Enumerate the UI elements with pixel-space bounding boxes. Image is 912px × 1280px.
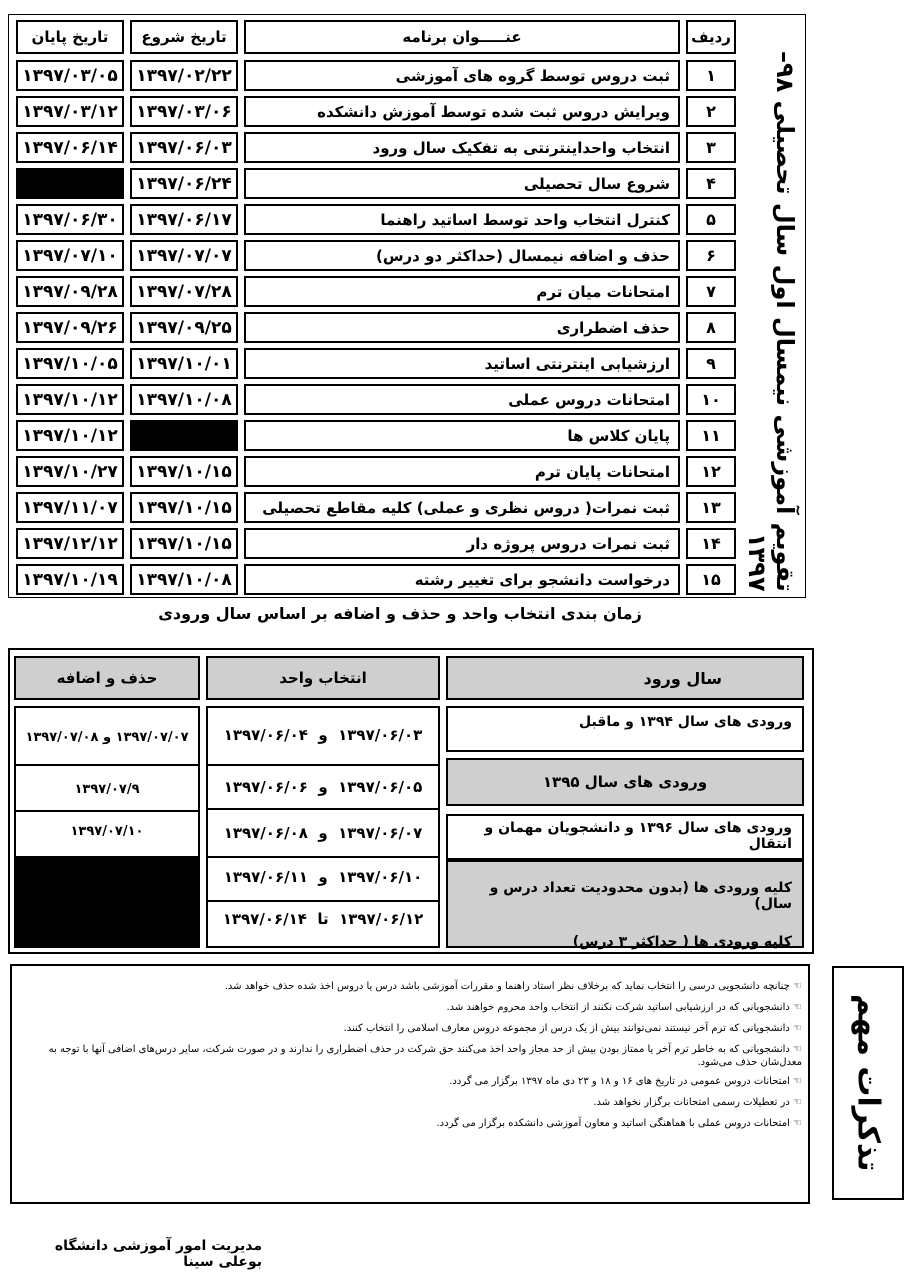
calendar-row-end: ۱۳۹۷/۱۲/۱۲: [16, 528, 124, 559]
schedule-adddrop-divider: [14, 764, 200, 766]
schedule-adddrop-value: ۱۳۹۷/۰۷/۹: [74, 782, 140, 797]
calendar-row-title: امتحانات پایان ترم: [244, 456, 680, 487]
calendar-row-title: درخواست دانشجو برای تغییر رشته: [244, 564, 680, 595]
calendar-row-end: ۱۳۹۷/۰۳/۰۵: [16, 60, 124, 91]
calendar-row-end: ۱۳۹۷/۱۰/۱۹: [16, 564, 124, 595]
calendar-row-number: ۱۱: [686, 420, 736, 451]
calendar-row-start: ۱۳۹۷/۱۰/۰۸: [130, 384, 238, 415]
note-text: دانشجویانی که در ارزشیابی اساتید شرکت نکنند از انتخاب واحد محروم خواهند شد.: [446, 1002, 790, 1013]
notes-list: [18, 974, 802, 1196]
footer-signature: مدیریت امور آموزشی دانشگاه بوعلی سینا: [54, 1238, 262, 1270]
calendar-row-number: ۱۵: [686, 564, 736, 595]
calendar-row-end: ۱۳۹۷/۱۰/۱۲: [16, 420, 124, 451]
calendar-row-title: حذف اضطراری: [244, 312, 680, 343]
schedule-header-select: انتخاب واحد: [206, 656, 440, 700]
note-item: [18, 1075, 802, 1088]
calendar-title: تقویم آموزشی نیمسال اول سال تحصیلی ۹۸–۱۳۹۷: [743, 51, 799, 592]
note-item: [18, 1001, 802, 1014]
calendar-row-number: ۱۴: [686, 528, 736, 559]
calendar-row-end: ۱۳۹۷/۰۶/۱۴: [16, 132, 124, 163]
calendar-row-end: [16, 168, 124, 199]
calendar-row-title: انتخاب واحداینترنتی به تفکیک سال ورود: [244, 132, 680, 163]
schedule-adddrop-value: ۱۳۹۷/۰۷/۱۰: [70, 824, 144, 839]
calendar-row-number: ۹: [686, 348, 736, 379]
schedule-year-label: کلیه ورودی ها (بدون محدودیت تعداد درس و سال): [489, 880, 792, 912]
calendar-row-end: ۱۳۹۷/۰۷/۱۰: [16, 240, 124, 271]
pointing-hand-icon: ☜: [789, 981, 802, 992]
pointing-hand-icon: ☜: [789, 1023, 802, 1034]
schedule-year-label: کلیه ورودی ها ( حداکثر ۳ درس): [572, 934, 792, 950]
schedule-select-divider: [206, 808, 440, 810]
schedule-select-divider: [206, 900, 440, 902]
calendar-row-title: شروع سال تحصیلی: [244, 168, 680, 199]
note-text: چنانچه دانشجویی درسی را انتخاب نماید که برخلاف نظر استاد راهنما و مقررات آموزشی باشد درس یا دروس اخذ شده حذف خواهد شد.: [224, 981, 790, 992]
schedule-select-value: ۱۳۹۷/۰۶/۱۲ تا ۱۳۹۷/۰۶/۱۴: [222, 910, 424, 928]
calendar-row-start: ۱۳۹۷/۰۹/۲۵: [130, 312, 238, 343]
note-text: دانشجویانی که به خاطر ترم آخر یا ممتاز بودن بیش از حد مجاز واحد اخذ می‌کنند حق شرکت در حذف اضطراری را ندارند و در صورت شرکت، سایر درس‌های اضافی آنها با توجه به معدل‌شان حذف می‌شود.: [48, 1044, 802, 1068]
calendar-row-end: ۱۳۹۷/۱۰/۱۲: [16, 384, 124, 415]
note-text: امتحانات دروس عمومی در تاریخ های ۱۶ و ۱۸ و ۲۳ دی ماه ۱۳۹۷ برگزار می گردد.: [449, 1076, 790, 1087]
calendar-row-start: ۱۳۹۷/۱۰/۰۸: [130, 564, 238, 595]
calendar-row-start: ۱۳۹۷/۱۰/۰۱: [130, 348, 238, 379]
calendar-row-end: ۱۳۹۷/۰۶/۳۰: [16, 204, 124, 235]
calendar-row-start: ۱۳۹۷/۰۳/۰۶: [130, 96, 238, 127]
schedule-select-value: ۱۳۹۷/۰۶/۰۵ و ۱۳۹۷/۰۶/۰۶: [223, 778, 423, 796]
calendar-row-number: ۵: [686, 204, 736, 235]
schedule-year-4: [446, 860, 804, 948]
calendar-row-number: ۱۲: [686, 456, 736, 487]
calendar-row-start: ۱۳۹۷/۰۶/۰۳: [130, 132, 238, 163]
calendar-row-start: ۱۳۹۷/۰۷/۰۷: [130, 240, 238, 271]
note-text: در تعطیلات رسمی امتحانات برگزار نخواهد شد.: [593, 1097, 790, 1108]
note-text: دانشجویانی که ترم آخر نیستند نمی‌توانند بیش از یک درس از مجموعه دروس معارف اسلامی را انتخاب کنند.: [343, 1023, 790, 1034]
schedule-select-divider: [206, 856, 440, 858]
header-start-date: تاریخ شروع: [130, 20, 238, 54]
schedule-adddrop-divider: [14, 810, 200, 812]
schedule-year-2: [446, 758, 804, 806]
calendar-row-number: ۶: [686, 240, 736, 271]
calendar-row-number: ۱: [686, 60, 736, 91]
schedule-adddrop-value: ۱۳۹۷/۰۷/۰۷ و ۱۳۹۷/۰۷/۰۸: [25, 730, 189, 745]
calendar-row-number: ۷: [686, 276, 736, 307]
calendar-row-start: ۱۳۹۷/۱۰/۱۵: [130, 456, 238, 487]
calendar-row-number: ۱۳: [686, 492, 736, 523]
calendar-row-number: ۳: [686, 132, 736, 163]
calendar-row-title: ویرایش دروس ثبت شده توسط آموزش دانشکده: [244, 96, 680, 127]
calendar-row-start: ۱۳۹۷/۰۲/۲۲: [130, 60, 238, 91]
calendar-row-end: ۱۳۹۷/۱۱/۰۷: [16, 492, 124, 523]
calendar-row-number: ۲: [686, 96, 736, 127]
calendar-row-number: ۱۰: [686, 384, 736, 415]
calendar-row-start: ۱۳۹۷/۰۶/۱۷: [130, 204, 238, 235]
calendar-row-number: ۴: [686, 168, 736, 199]
note-item: [18, 1043, 802, 1069]
schedule-select-value: ۱۳۹۷/۰۶/۰۷ و ۱۳۹۷/۰۶/۰۸: [223, 824, 423, 842]
calendar-row-end: ۱۳۹۷/۰۳/۱۲: [16, 96, 124, 127]
calendar-row-title: کنترل انتخاب واحد توسط اساتید راهنما: [244, 204, 680, 235]
calendar-row-end: ۱۳۹۷/۱۰/۲۷: [16, 456, 124, 487]
schedule-year-label: ورودی های سال ۱۳۹۶ و دانشجویان مهمان و انتقال: [484, 820, 792, 852]
pointing-hand-icon: ☜: [789, 1118, 802, 1129]
schedule-adddrop-blank: [14, 856, 200, 948]
pointing-hand-icon: ☜: [789, 1002, 802, 1013]
schedule-heading: زمان بندی انتخاب واحد و حذف و اضافه بر اساس سال ورودی: [158, 604, 642, 623]
calendar-row-number: ۸: [686, 312, 736, 343]
calendar-row-title: حذف و اضافه نیمسال (حداکثر دو درس): [244, 240, 680, 271]
schedule-select-value: ۱۳۹۷/۰۶/۰۳ و ۱۳۹۷/۰۶/۰۴: [223, 726, 423, 744]
header-end-date: تاریخ پایان: [16, 20, 124, 54]
calendar-row-end: ۱۳۹۷/۰۹/۲۶: [16, 312, 124, 343]
calendar-row-title: ثبت نمرات دروس پروژه دار: [244, 528, 680, 559]
notes-title: تذکرات مهم: [850, 994, 886, 1172]
calendar-row-end: ۱۳۹۷/۱۰/۰۵: [16, 348, 124, 379]
calendar-row-title: ثبت نمرات( دروس نظری و عملی) کلیه مقاطع تحصیلی: [244, 492, 680, 523]
pointing-hand-icon: ☜: [789, 1044, 802, 1055]
calendar-row-title: ارزشیابی اینترنتی اساتید: [244, 348, 680, 379]
schedule-header-year: سال ورود: [446, 656, 804, 700]
schedule-select-divider: [206, 764, 440, 766]
note-text: امتحانات دروس عملی با هماهنگی اساتید و معاون آموزشی دانشکده برگزار می گردد.: [436, 1118, 790, 1129]
note-item: [18, 980, 802, 993]
schedule-select-value: ۱۳۹۷/۰۶/۱۰ و ۱۳۹۷/۰۶/۱۱: [223, 868, 423, 886]
calendar-row-start: ۱۳۹۷/۰۷/۲۸: [130, 276, 238, 307]
note-item: [18, 1022, 802, 1035]
calendar-row-start: ۱۳۹۷/۰۶/۲۴: [130, 168, 238, 199]
note-item: [18, 1117, 802, 1130]
calendar-row-title: امتحانات دروس عملی: [244, 384, 680, 415]
header-program-title: عنـــــوان برنامه: [244, 20, 680, 54]
calendar-row-start: [130, 420, 238, 451]
pointing-hand-icon: ☜: [789, 1097, 802, 1108]
calendar-row-start: ۱۳۹۷/۱۰/۱۵: [130, 492, 238, 523]
notes-title-box: [832, 966, 904, 1200]
schedule-year-3: [446, 814, 804, 860]
header-row-number: ردیف: [686, 20, 736, 54]
schedule-year-1: [446, 706, 804, 752]
pointing-hand-icon: ☜: [789, 1076, 802, 1087]
calendar-row-title: امتحانات میان ترم: [244, 276, 680, 307]
calendar-row-end: ۱۳۹۷/۰۹/۲۸: [16, 276, 124, 307]
schedule-year-label: ورودی های سال ۱۳۹۵: [542, 773, 708, 791]
schedule-header-adddrop: حذف و اضافه: [14, 656, 200, 700]
calendar-row-title: پایان کلاس ها: [244, 420, 680, 451]
note-item: [18, 1096, 802, 1109]
calendar-row-title: ثبت دروس توسط گروه های آموزشی: [244, 60, 680, 91]
calendar-row-start: ۱۳۹۷/۱۰/۱۵: [130, 528, 238, 559]
schedule-year-label: ورودی های سال ۱۳۹۴ و ماقبل: [578, 714, 792, 730]
